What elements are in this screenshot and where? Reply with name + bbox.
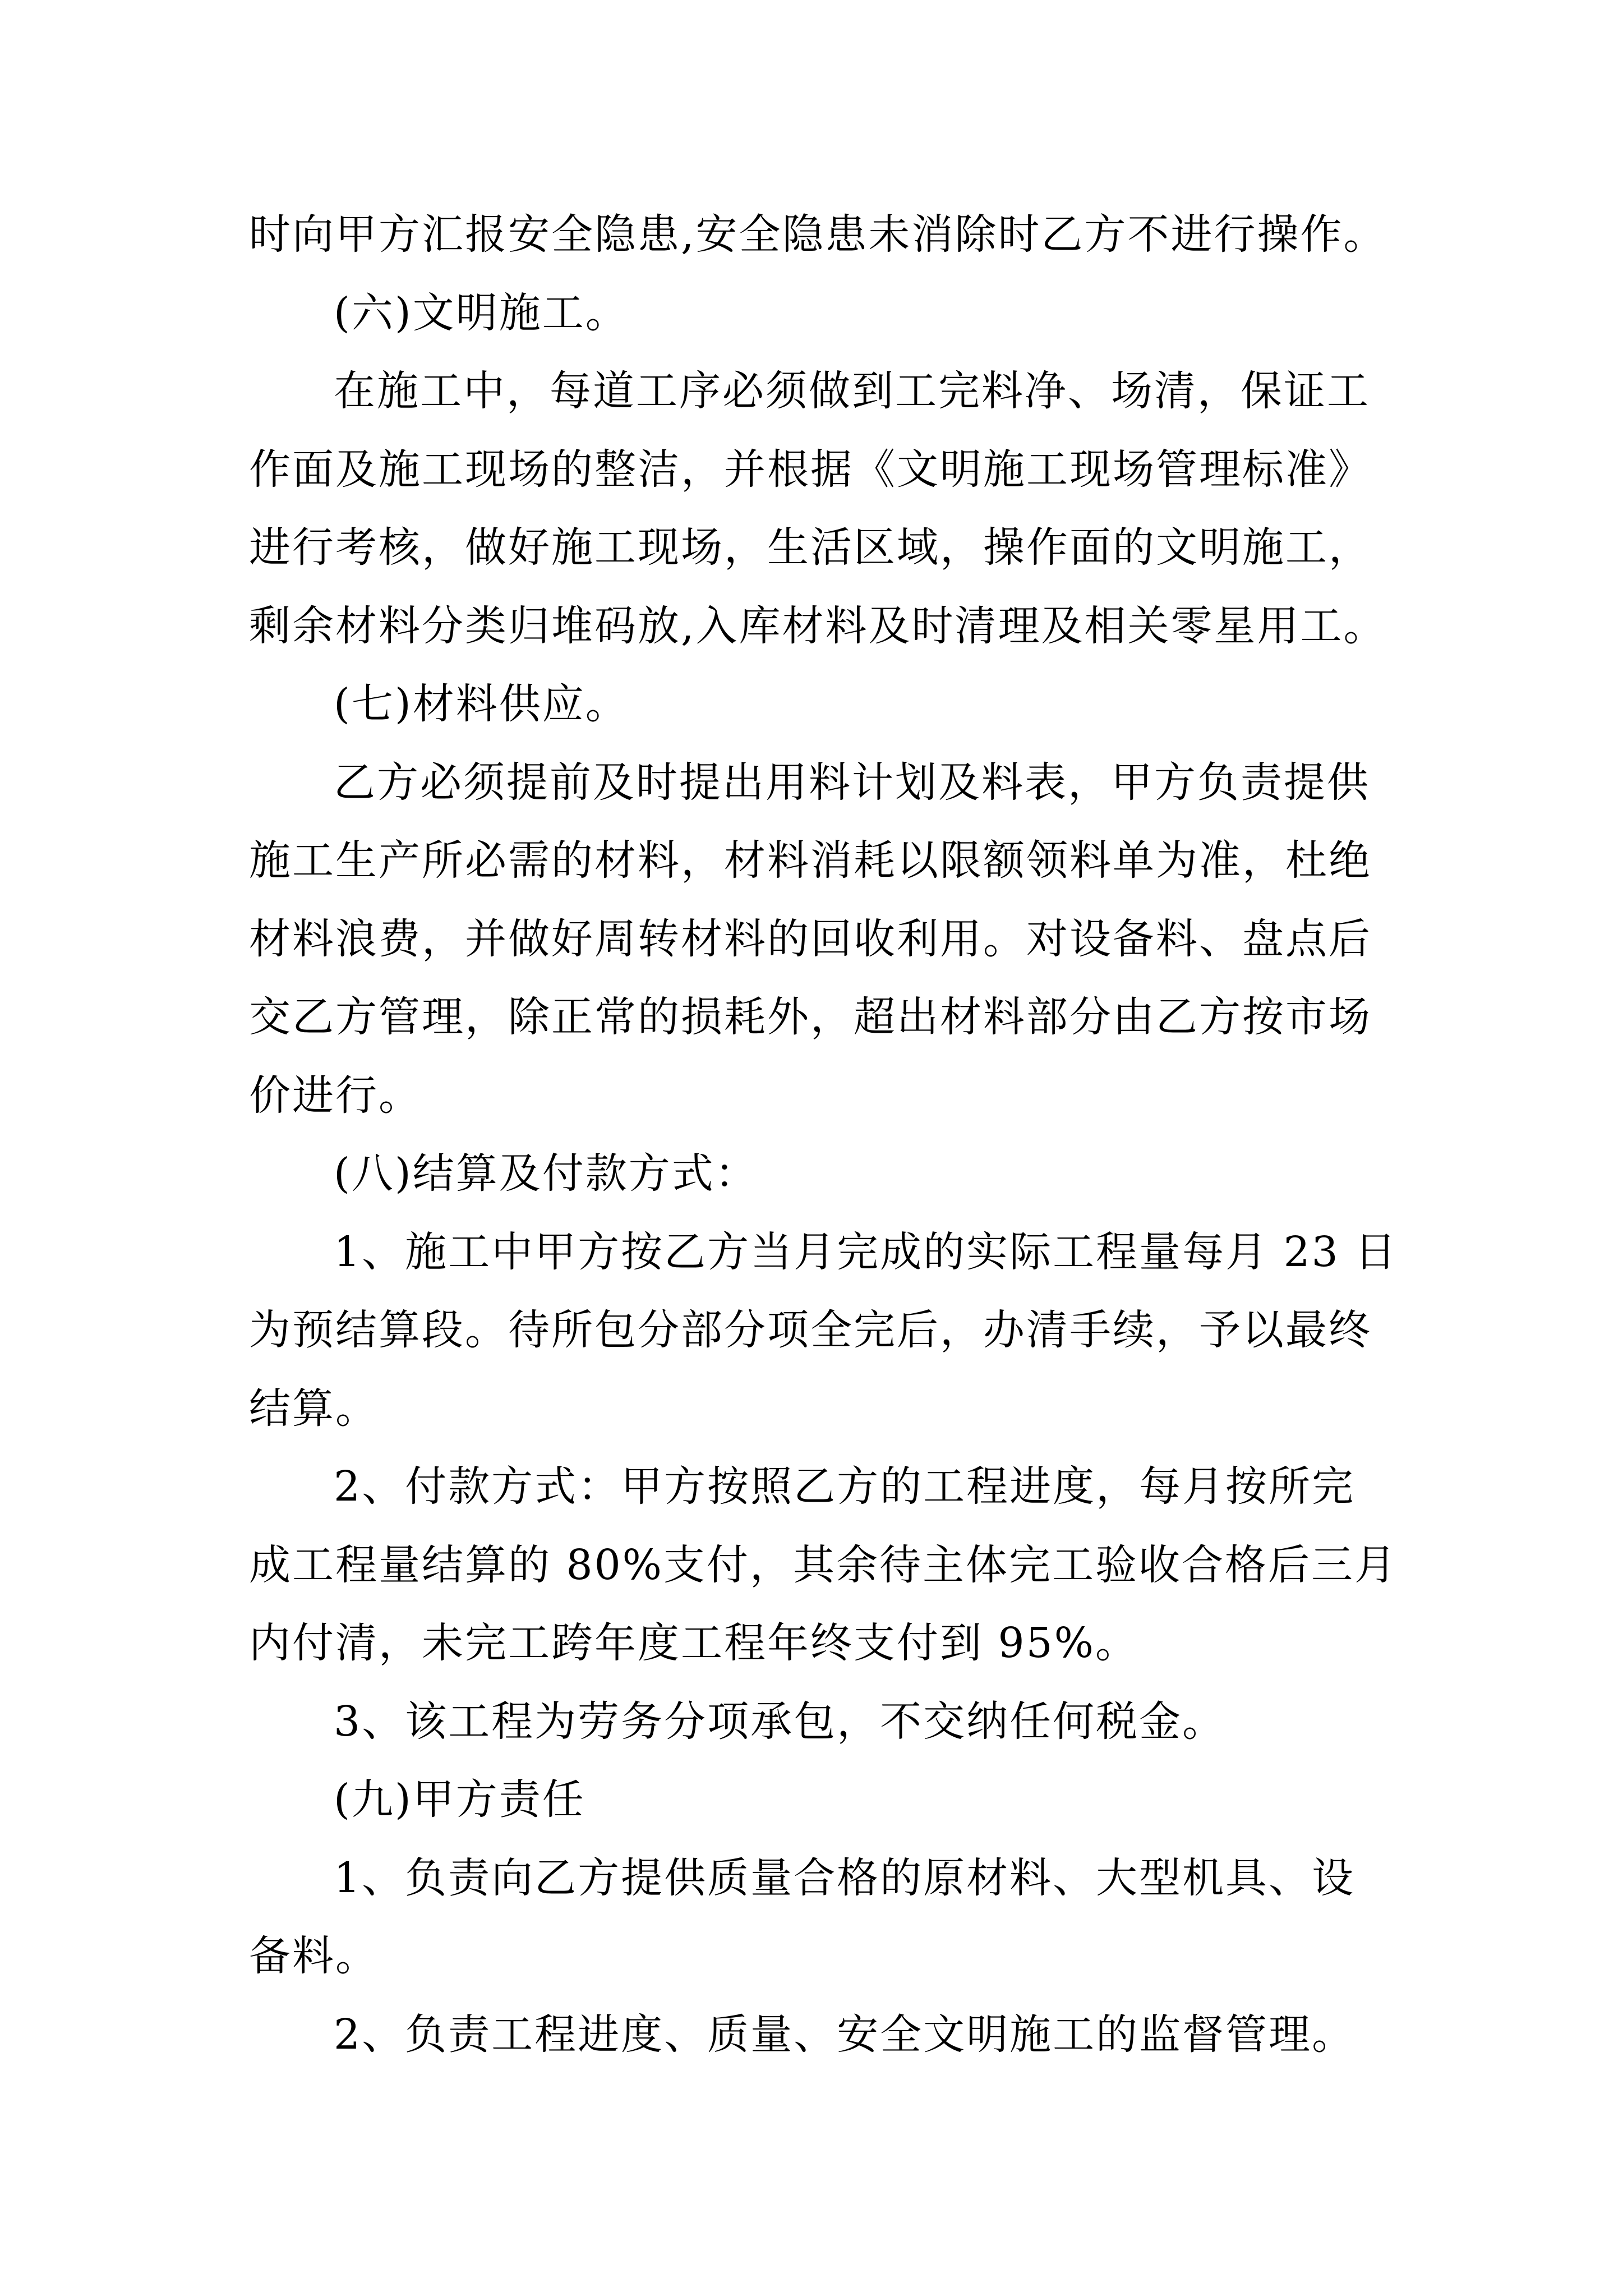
- text-line: 材料浪费，并做好周转材料的回收利用。对设备料、盘点后: [249, 915, 1372, 963]
- text-line: 1、负责向乙方提供质量合格的原材料、大型机具、设: [334, 1854, 1355, 1902]
- text-line: 作面及施工现场的整洁，并根据《文明施工现场管理标准》: [249, 445, 1372, 494]
- text-line: 2、负责工程进度、质量、安全文明施工的监督管理。: [334, 2010, 1355, 2059]
- text-line: 剩余材料分类归堆码放,入库材料及时清理及相关零星用工。: [249, 602, 1387, 650]
- text-line: 成工程量结算的 80%支付，其余待主体完工验收合格后三月: [249, 1541, 1398, 1589]
- section-heading-7: (七)材料供应。: [334, 680, 629, 728]
- text-line: 结算。: [249, 1384, 379, 1433]
- text-line: 为预结算段。待所包分部分项全完后，办清手续，予以最终: [249, 1306, 1372, 1354]
- text-line: 内付清，未完工跨年度工程年终支付到 95%。: [249, 1619, 1138, 1667]
- text-line: 时向甲方汇报安全隐患,安全隐患未消除时乙方不进行操作。: [249, 210, 1387, 259]
- text-line: 在施工中，每道工序必须做到工完料净、场清，保证工: [334, 367, 1370, 415]
- text-line: 备料。: [249, 1932, 379, 1980]
- text-line: 施工生产所必需的材料，材料消耗以限额领料单为准，杜绝: [249, 836, 1372, 885]
- section-heading-9: (九)甲方责任: [334, 1775, 585, 1824]
- section-heading-8: (八)结算及付款方式：: [334, 1149, 758, 1198]
- text-line: 2、付款方式：甲方按照乙方的工程进度，每月按所完: [334, 1462, 1355, 1511]
- section-heading-6: (六)文明施工。: [334, 289, 629, 337]
- text-line: 进行考核，做好施工现场，生活区域，操作面的文明施工，: [249, 523, 1372, 572]
- text-line: 3、该工程为劳务分项承包，不交纳任何税金。: [334, 1697, 1226, 1746]
- text-line: 1、施工中甲方按乙方当月完成的实际工程量每月 23 日: [334, 1228, 1398, 1276]
- text-line: 交乙方管理，除正常的损耗外，超出材料部分由乙方按市场: [249, 993, 1372, 1041]
- text-line: 价进行。: [249, 1071, 422, 1120]
- text-line: 乙方必须提前及时提出用料计划及料表，甲方负责提供: [334, 758, 1370, 807]
